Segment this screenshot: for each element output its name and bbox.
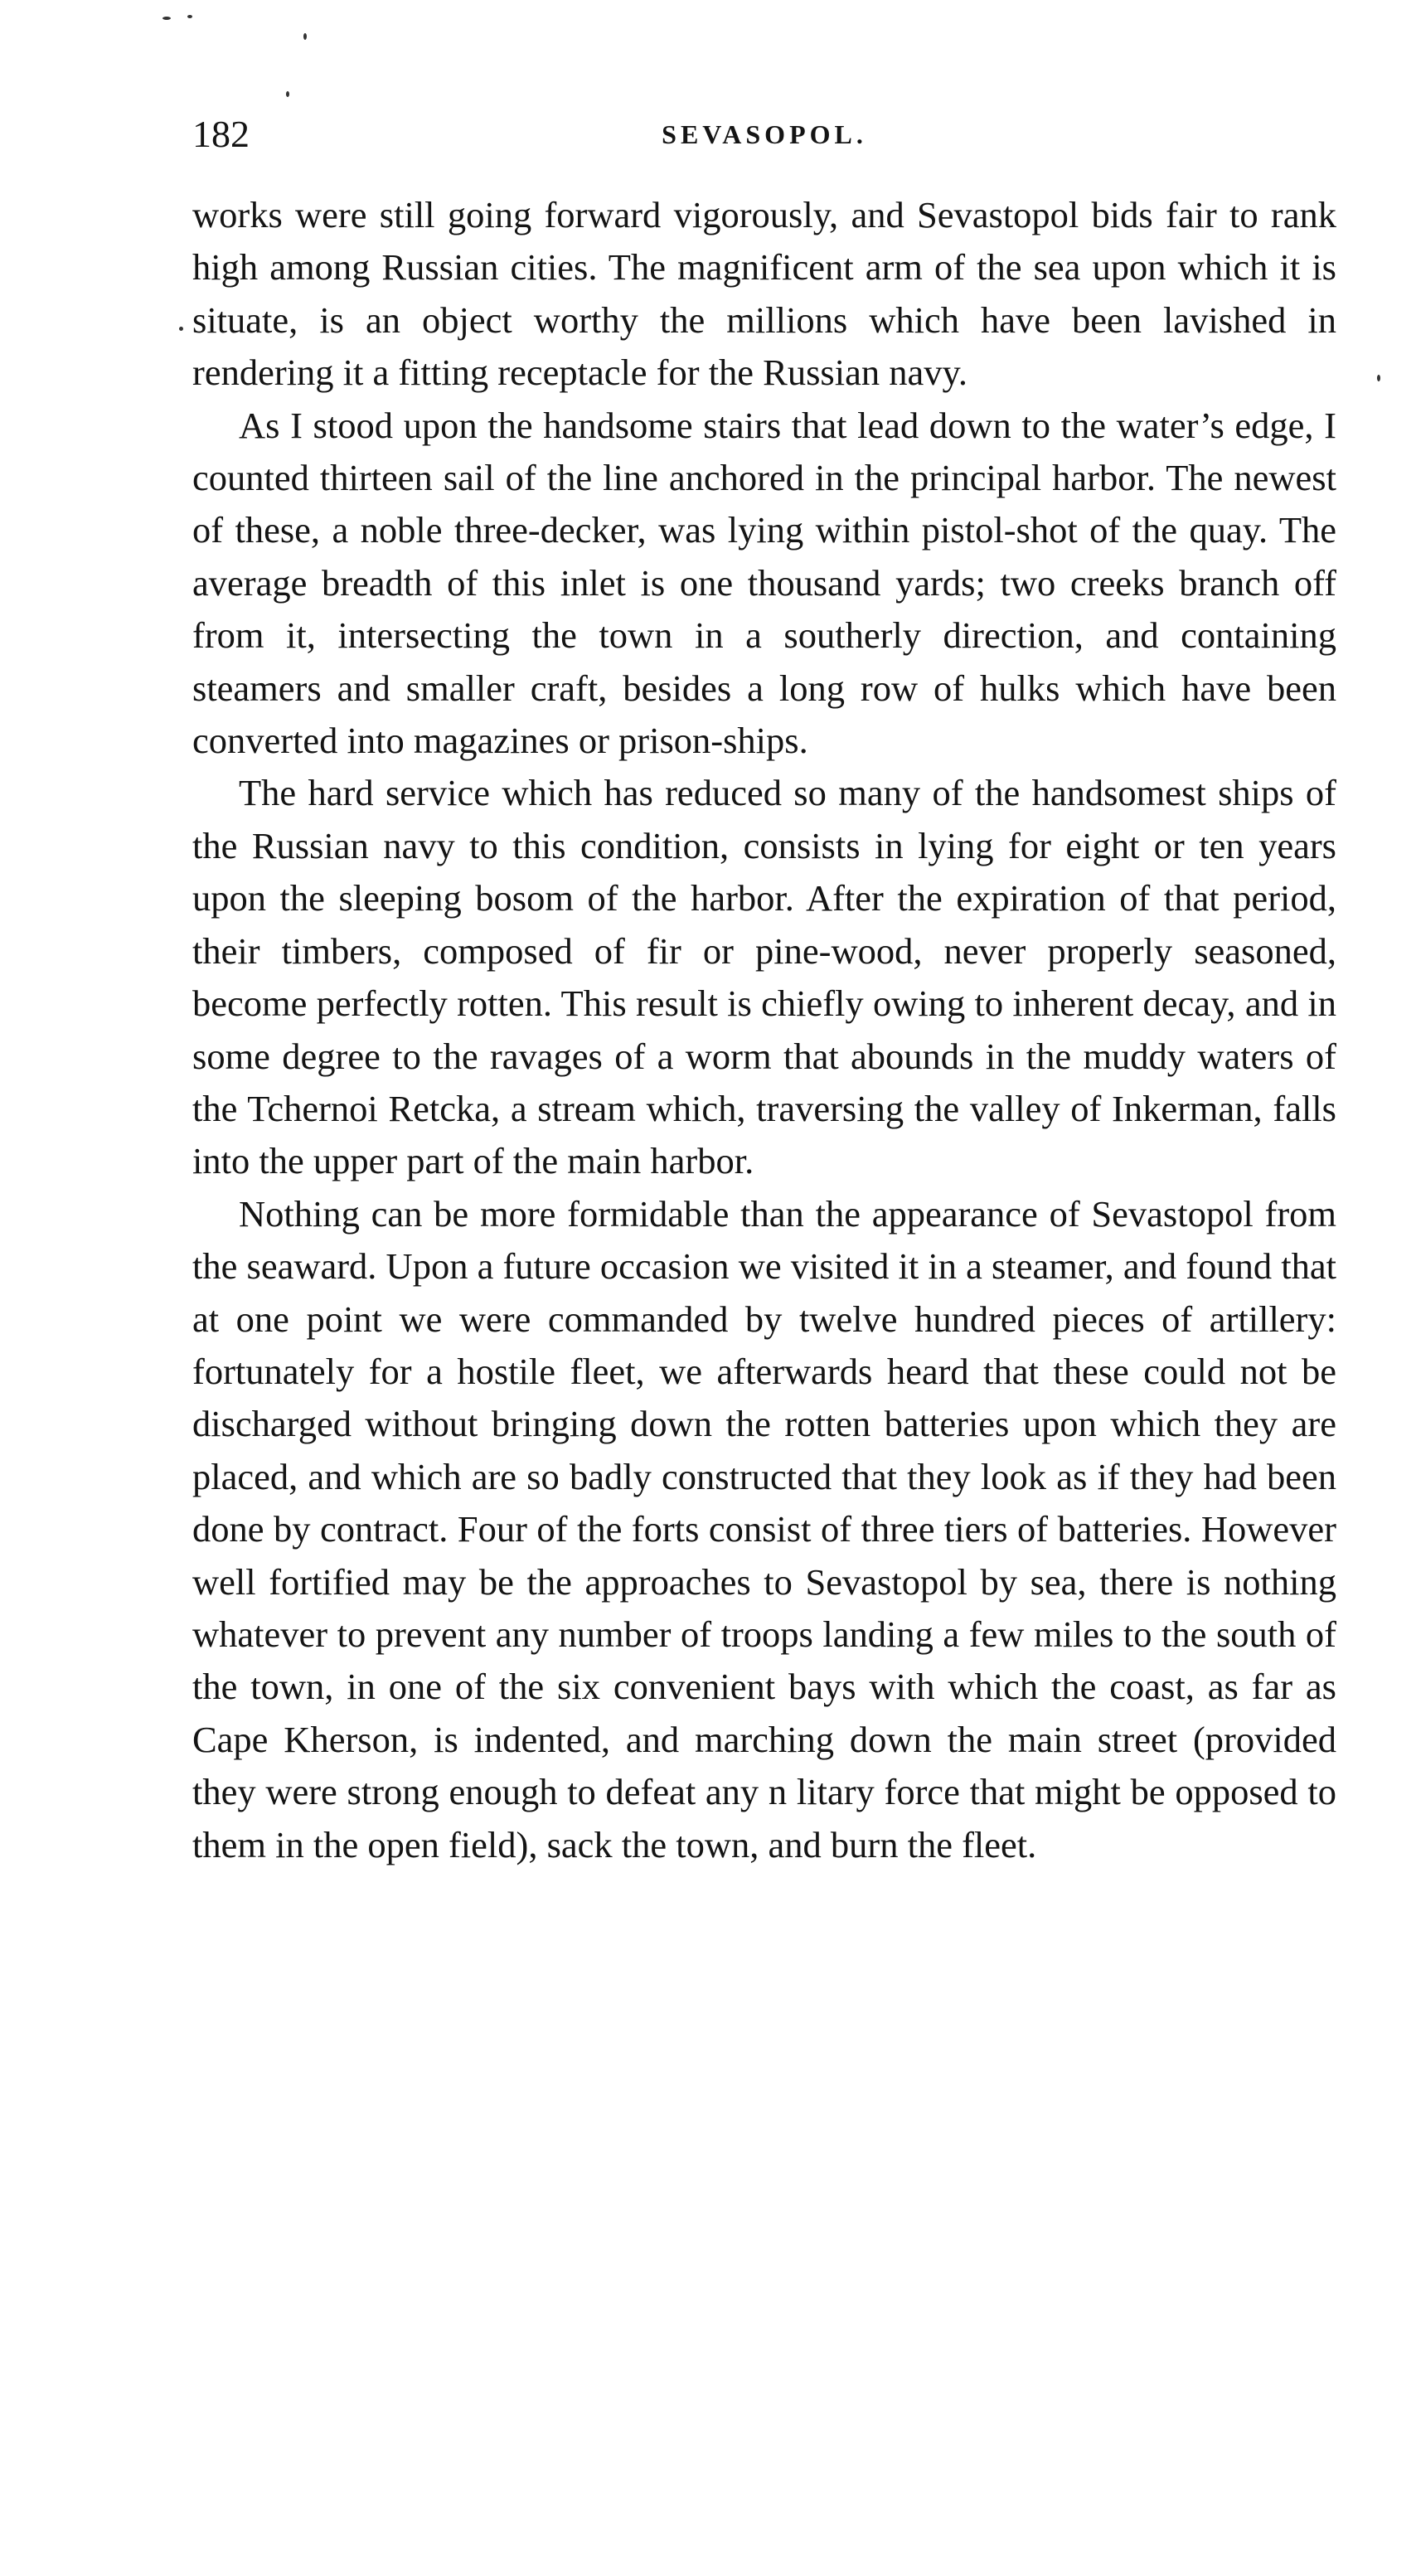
paragraph: Nothing can be more formidable than the appearance of Sevastopol from the seaward. Upon a future occasion we visited it in a steamer, and found that at one point we were commanded by twelve hundred pieces of artillery: fortunately for a hostile fleet, we afterwards heard that these could not be discharged without bringing down the rotten batteries upon which they are placed, and which are so badly constructed that they look as if they had been done by contract. Four of the forts consist of three tiers of batteries. However well fortified may be the approaches to Sevastopol by sea, there is nothing whatever to prevent any number of troops landing a few miles to the south of the town, in one of the six convenient bays with which the coast, as far as Cape Kherson, is indented, and marching down the main street (provided they were strong enough to defeat any n litary force that might be opposed to them in the open field), sack the town, and burn the fleet. (192, 1192, 1336, 1865)
paragraph: The hard service which has reduced so many of the handsomest ships of the Russian navy to this condition, consists in lying for eight or ten years upon the sleeping bosom of the harbor. After the expiration of that period, their timbers, composed of fir or pine-wood, never properly seasoned, become perfectly rotten. This result is chiefly owing to inherent decay, and in some degree to the ravages of a worm that abounds in the muddy waters of the Tchernoi Retcka, a stream which, traversing the valley of Inkerman, falls into the upper part of the main harbor. (192, 772, 1336, 1182)
paragraph: works were still going forward vigorously, and Sevastopol bids fair to rank high among Russian cities. The magnificent arm of the sea upon which it is situate, is an object worthy the millions which have been lavished in rendering it a fitting receptacle for the Russian navy. (192, 194, 1336, 394)
ink-speck (179, 327, 183, 331)
running-head: SEVASOPOL. (662, 119, 867, 149)
page-body (192, 189, 1336, 1871)
page-header (192, 109, 1336, 159)
ink-speck (303, 33, 307, 40)
page-number: 182 (192, 113, 250, 155)
ink-speck (187, 15, 192, 18)
ink-speck (1377, 375, 1380, 381)
ink-speck (162, 17, 171, 20)
ink-speck (286, 91, 289, 97)
paragraph: As I stood upon the handsome stairs that lead down to the water’s edge, I counted thirteen sail of the line anchored in the principal harbor. The newest of these, a noble three-decker, was lying within pistol-shot of the quay. The average breadth of this inlet is one thousand yards; two creeks branch off from it, intersecting the town in a southerly direction, and containing steamers and smaller craft, besides a long row of hulks which have been converted into magazines or prison-ships. (192, 404, 1336, 762)
